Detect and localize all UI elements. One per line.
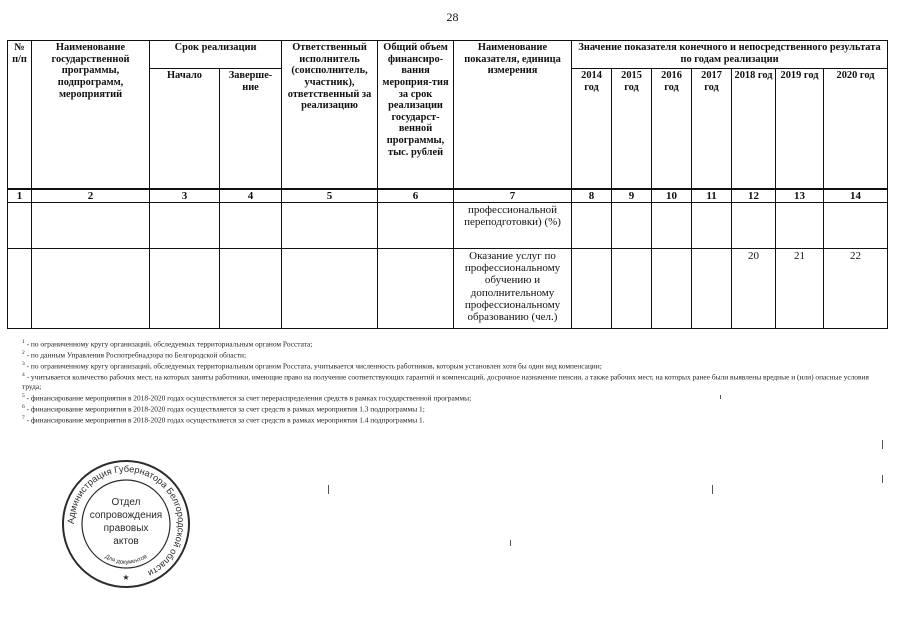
scan-mark — [882, 440, 883, 449]
header-start: Начало — [150, 69, 220, 189]
official-stamp — [60, 458, 192, 590]
column-number: 9 — [612, 189, 652, 203]
header-year-2018: 2018 год — [732, 69, 776, 189]
scan-mark — [712, 485, 713, 494]
footnote: $^5$ - финансирование мероприятия в 2018-2020 годах осуществляется за счет перераспределения средств в рамках государственной программы; — [22, 392, 472, 403]
indicators-table — [7, 40, 888, 329]
column-number: 14 — [824, 189, 888, 203]
value-cell — [612, 202, 652, 248]
value-cell — [692, 248, 732, 328]
column-number: 1 — [8, 189, 32, 203]
header-program-name: Наименование государственной программы, подпрограмм, мероприятий — [32, 41, 150, 189]
footnote: $^3$ - по ограниченному кругу организаций, обследуемых территориальным органом Росстата, учитывается численность работников, которым установлен хотя бы один вид компенсации; — [22, 361, 602, 371]
header-year-2020: 2020 год — [824, 69, 888, 189]
value-cell — [652, 202, 692, 248]
header-year-2015: 2015 год — [612, 69, 652, 189]
column-number: 8 — [572, 189, 612, 203]
column-number: 5 — [282, 189, 378, 203]
stamp-ring-text: Администрация Губернатора Белгородской области — [65, 463, 187, 579]
stamp-line: актов — [113, 536, 139, 547]
stamp-bottom-text: Для документов — [103, 553, 149, 566]
header-end: Заверше-ние — [220, 69, 282, 189]
table-row — [8, 202, 888, 248]
value-cell — [692, 202, 732, 248]
value-cell — [824, 202, 888, 248]
column-numbers-row — [8, 189, 888, 203]
footnote: $^7$ - финансирование мероприятия в 2018-2020 годах осуществляется за счет средств в рамках мероприятия 1.4 подпрограммы 1. — [22, 414, 425, 425]
scan-mark — [328, 485, 329, 494]
footnotes — [22, 338, 882, 425]
footnote: $^1$ - по ограниченному кругу организаций, обследуемых территориальным органом Росстата; — [22, 339, 313, 349]
column-number: 6 — [378, 189, 454, 203]
value-cell — [776, 202, 824, 248]
value-cell — [732, 202, 776, 248]
header-funding: Общий объем финансиро-вания мероприя-тия за срок реализации государст-венной программы, тыс. рублей — [378, 41, 454, 189]
indicator-cell: профессиональной переподготовки) (%) — [454, 202, 572, 248]
scan-mark — [720, 395, 721, 399]
header-indicator: Наименование показателя, единица измерения — [454, 41, 572, 189]
header-year-2014: 2014 год — [572, 69, 612, 189]
header-responsible: Ответственный исполнитель (соисполнитель, участник), ответственный за реализацию — [282, 41, 378, 189]
header-year-2017: 2017 год — [692, 69, 732, 189]
footnote: $^6$ - финансирование мероприятия в 2018-2020 годах осуществляется за счет средств в рамках мероприятия 1.3 подпрограммы 1; — [22, 403, 425, 414]
stamp-line: сопровождения — [89, 510, 163, 521]
column-number: 3 — [150, 189, 220, 203]
header-values-group: Значение показателя конечного и непосредственного результата по годам реализации — [572, 41, 888, 69]
header-year-2016: 2016 год — [652, 69, 692, 189]
table-row — [8, 248, 888, 328]
column-number: 4 — [220, 189, 282, 203]
page-number: 28 — [446, 10, 459, 24]
indicator-cell: Оказание услуг по профессиональному обучению и дополнительному профессиональному образованию (чел.) — [454, 248, 572, 328]
value-cell — [572, 202, 612, 248]
column-number: 10 — [652, 189, 692, 203]
column-number: 13 — [776, 189, 824, 203]
value-cell: 21 — [776, 248, 824, 328]
value-cell: 22 — [824, 248, 888, 328]
stamp-line: правовых — [103, 523, 149, 534]
column-number: 7 — [454, 189, 572, 203]
header-year-2019: 2019 год — [776, 69, 824, 189]
scan-mark — [510, 540, 511, 546]
header-period: Срок реализации — [150, 41, 282, 69]
star-icon: ★ — [122, 573, 130, 582]
footnote: $^2$ - по данным Управления Роспотребнадзора по Белгородской области; — [22, 350, 247, 360]
stamp-line: Отдел — [111, 497, 141, 508]
footnote: $^4$ - учитывается количество рабочих мест, на которых заняты работники, имеющие право на получение соответствующих гарантий и компенсаций, досрочное назначение пенсии, а также рабочих мест, на которых ранее были выявлены вредные и (или) опасные условия труда; — [22, 372, 869, 392]
column-number: 12 — [732, 189, 776, 203]
value-cell — [572, 248, 612, 328]
header-num: № п/п — [8, 41, 32, 189]
value-cell — [652, 248, 692, 328]
value-cell — [612, 248, 652, 328]
value-cell: 20 — [732, 248, 776, 328]
scan-mark — [882, 475, 883, 483]
column-number: 11 — [692, 189, 732, 203]
column-number: 2 — [32, 189, 150, 203]
